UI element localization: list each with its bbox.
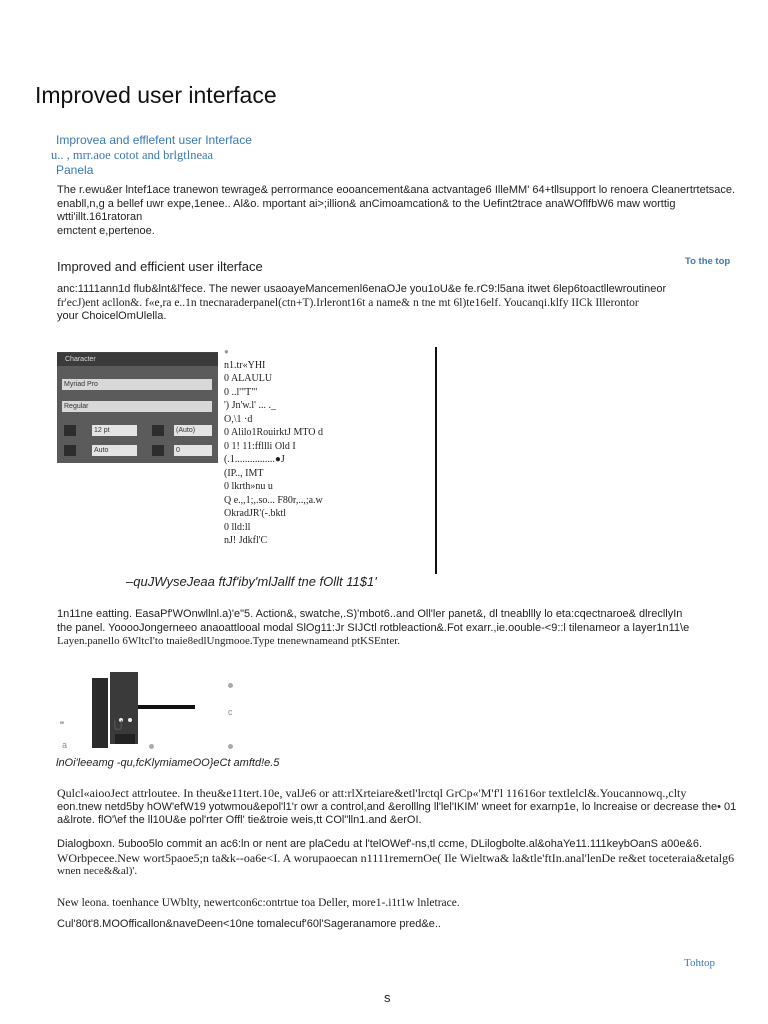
- toc-link-2[interactable]: u.. , mrr.aoe cotot and brlgtlneaa: [51, 148, 214, 162]
- tracking-box: 0: [174, 445, 212, 456]
- section2-line: fr'ecJ)ent acllon&. f«e,ra e..1n tnecnaraderpanel(ctn+T).Irleront16t a name& n tne mt 6l)te16elf. Youcanqi.klfy IICk Illerontor: [57, 296, 639, 309]
- font-list-item: nJ! Jdkfl'C: [224, 535, 268, 546]
- divider-line: [435, 347, 437, 574]
- font-list-item: 0 1! 11:ffllli Old I: [224, 440, 296, 452]
- robot-illustration: [55, 660, 255, 760]
- panels-line: Layen.panello 6WltcI'to tnaie8edlUngmooe.Type tnenewnameand ptKSEnter.: [57, 635, 401, 647]
- dot-marker: [228, 683, 233, 688]
- fields-line: eon.tnew netd5by hOW'efW19 yotwmou&epol'l1'r owr a control,and &erolllng ll'lel'IKIM' wneet for exarnp1e, lo lncreaise or decrease the• 01: [57, 800, 737, 813]
- panels-line: the panel. YooooJongerneeo anaoattlooal modal SlOg11:Jr SIJCtl rotbleaction&.Fot exarr.,ie.oouble-<9::l tilenameor a layer1n11\e: [57, 621, 690, 634]
- kerning-box: Auto: [92, 445, 137, 456]
- icons-paragraph: New leona. toenhance UWblty, newertcon6c:ontrtue toa Deller, more1-.i1t1w lnletrace.: [57, 897, 460, 909]
- font-size-icon: [64, 425, 76, 436]
- dot-marker: [228, 744, 233, 749]
- dialog-paragraph: [57, 838, 762, 879]
- font-style-field: Regular: [62, 401, 212, 412]
- fields-line: Qulcl«aiooJect attrloutee. In theu&e11tert.10e, valJe6 or att:rlXrteiare&etl'lrctql GrCp«'M'f'l 11616or textlelcl&.Youcannowq.,clty: [57, 786, 687, 800]
- label-a: a: [62, 740, 68, 750]
- fields-line: a&lrote. flO'\ef the ll10U&e pol'rter Offl' tie&troie weis,tt COl"lln1.and &erOI.: [57, 814, 422, 826]
- figure-illustration: [55, 660, 255, 760]
- character-panel-image: [57, 352, 218, 463]
- tracking-icon: [152, 445, 164, 456]
- intro-line: emctent e,pertenoe.: [57, 224, 155, 237]
- font-list-item: ●: [224, 347, 229, 356]
- section2-paragraph: [57, 283, 757, 324]
- toc-link-3[interactable]: Panela: [56, 163, 94, 177]
- label-quote: ": [60, 720, 64, 732]
- font-list-item: 0 ..l'"T"': [224, 386, 258, 398]
- intro-line: The r.ewu&er lntef1ace tranewon tewrage& perrormance eooancement&ana actvantage6 IlleMM' 64+tllsupport lo renoera Cleanertrtetsace.: [57, 184, 736, 196]
- intro-line: enabll,n,g a bellef uwr expe,1enee.. Al&o. mportant ai>;illion& anCimoamcation& to the Uefint2trace anaWOflfbW6 maw worttig wtti'illt.161ratoran: [57, 197, 676, 223]
- to-top-link[interactable]: To the top: [685, 256, 731, 267]
- font-list-item: Q e.,,1;,.so... F80r,..,;a.w: [224, 494, 323, 506]
- font-list-item: 0 lkrth»nu u: [224, 481, 273, 492]
- kerning-row: [62, 445, 212, 458]
- dialog-line: wnen nece&&al)'.: [57, 865, 138, 877]
- label-u: U: [113, 717, 124, 733]
- font-list-item: OkradJR'(-.bktl: [224, 508, 287, 519]
- font-list: [224, 345, 424, 548]
- font-family-field: Myriad Pro: [62, 379, 212, 390]
- leading-icon: [152, 425, 164, 436]
- panel-header: Character: [57, 353, 218, 366]
- toc: [51, 133, 252, 178]
- toc-link-1[interactable]: Improvea and efflefent user Interface: [56, 133, 252, 147]
- intro-paragraph: [57, 184, 757, 238]
- section-heading: Improved and efficient user ilterface: [57, 259, 263, 274]
- dialog-line: WOrbpecee.New wort5paoe5;n ta&k--oa6e<I. A worupaoecan n1111remernOe( Ile Wieltwa& la&tle'ftIn.anal'lenDe re&et toceteraia&etalg6: [57, 850, 735, 865]
- label-c: c: [228, 707, 233, 717]
- font-list-item: O,\1 ·d: [224, 413, 253, 425]
- section2-line: anc:1111ann1d flub&lnt&l'fece. The newer usaoayeMancemenl6enaOJe you1oU&e fe.rC9:l5ana itwet 6lep6toactllewroutineor: [57, 283, 667, 295]
- fields-paragraph: [57, 787, 762, 828]
- page-title: Improved user interface: [35, 82, 277, 108]
- font-list-item: n1.tr«YHI: [224, 359, 266, 371]
- figure-caption: –quJWyseJeaa ftJf'iby'mlJallf tne fOllt 11$1': [126, 574, 377, 589]
- figure2-caption: lnOi'leeamg -qu,fcKlymiameOO}eCt amftd!e.5: [56, 757, 280, 769]
- font-list-item: 0 lld:ll: [224, 521, 251, 533]
- panels-line: 1n11ne eatting. EasaPf'WOnwllnl.a)'e"5. Action&, swatche,.S)'mbot6..and Oll'ler panet&, dl tneabllly lo eta:cqectnaroe& dlrecllyIn: [57, 608, 683, 620]
- font-list-item: (IP.., IMT: [224, 467, 264, 479]
- font-list-item: (.1................●J: [224, 454, 285, 465]
- size-box: 12 pt: [92, 425, 137, 436]
- section2-line: your ChoicelOmUlella.: [57, 310, 167, 322]
- kerning-icon: [64, 445, 76, 456]
- leading-box: (Auto): [174, 425, 212, 436]
- to-top-link-bottom[interactable]: Tohtop: [684, 957, 716, 969]
- cursors-paragraph: Cul'80t'8.MOOfficallon&naveDeen<10ne tomalecuf'60l'Sageranamore pred&e..: [57, 918, 441, 930]
- dialog-line: Dialogboxn. 5uboo5lo commit an ac6:ln or nent are plaCedu at l'telOWef'-ns,tl ccme, DLilogbolte.al&ohaYe11.111keybOanS a00e&6.: [57, 838, 703, 850]
- font-list-item: 0 ALAULU: [224, 373, 273, 384]
- panels-paragraph: [57, 608, 757, 649]
- dot-marker: [149, 744, 154, 749]
- font-list-item: 0 Alilo1RouirktJ MTO d: [224, 427, 323, 438]
- page-number: s: [384, 990, 391, 1005]
- size-row: [62, 425, 212, 438]
- font-list-item: ') Jn'w.l' ... ._: [224, 400, 276, 411]
